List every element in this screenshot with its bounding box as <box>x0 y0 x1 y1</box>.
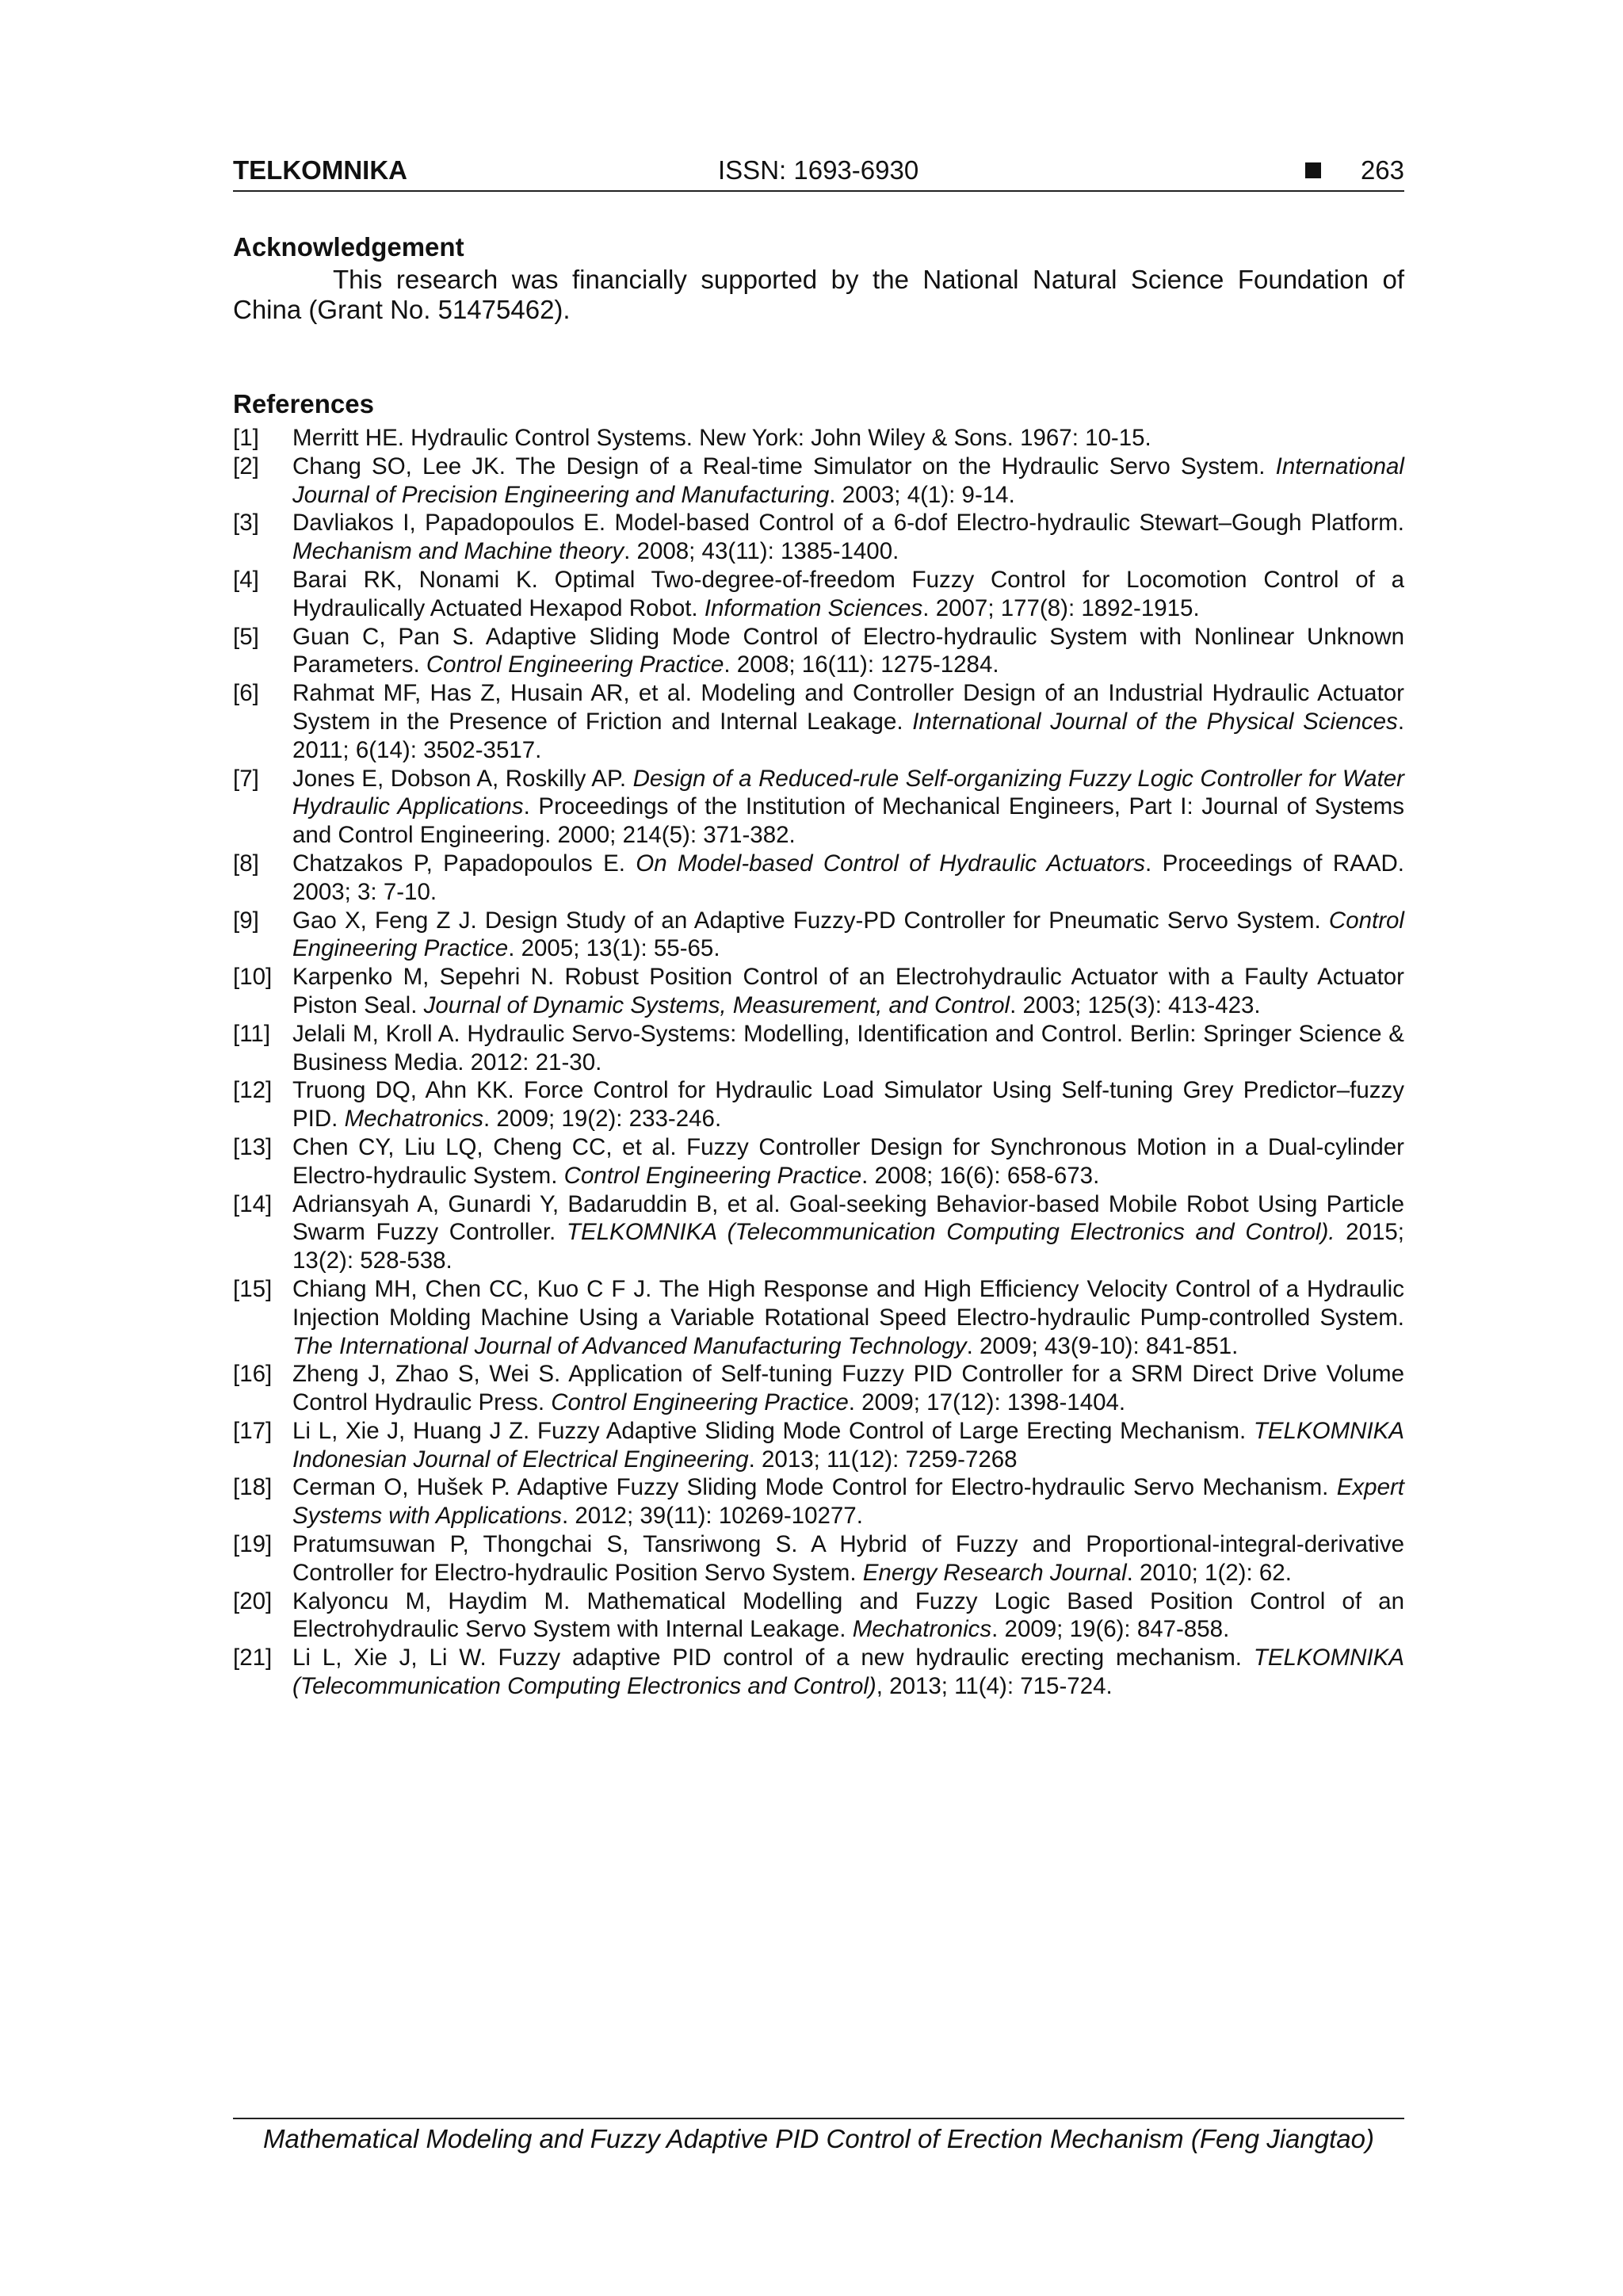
reference-details: . 2009; 19(6): 847-858. <box>991 1616 1230 1643</box>
reference-authors: Guan C, Pan S. Adaptive Sliding Mode Control of Electro-hydraulic System with Nonlinear Unknown Parameters. <box>292 623 1404 678</box>
reference-details: . Proceedings of the Institution of Mechanical Engineers, Part I: Journal of Systems and Control Engineering. 2000; 214(5): 371-382. <box>292 793 1404 849</box>
reference-item <box>233 1360 1404 1417</box>
reference-number: [18] <box>233 1474 273 1501</box>
reference-item <box>233 1530 1404 1587</box>
reference-authors: Jelali M, Kroll A. Hydraulic Servo-Systems: Modelling, Identification and Control. Berlin: Springer Science & Business Media. 2012: 21-30. <box>292 1020 1404 1075</box>
reference-source: The International Journal of Advanced Manufacturing Technology <box>292 1332 967 1359</box>
reference-item <box>233 453 1404 510</box>
reference-authors: Chang SO, Lee JK. The Design of a Real-time Simulator on the Hydraulic Servo System. <box>292 453 1276 479</box>
reference-source: TELKOMNIKA (Telecommunication Computing Electronics and Control). <box>566 1219 1335 1246</box>
reference-source: TELKOMNIKA (Telecommunication Computing Electronics and Control) <box>292 1645 1404 1700</box>
reference-number: [7] <box>233 765 259 792</box>
page-header <box>233 155 1404 192</box>
reference-authors: Truong DQ, Ahn KK. Force Control for Hydraulic Load Simulator Using Self-tuning Grey Predictor–fuzzy PID. <box>292 1077 1404 1133</box>
reference-number: [6] <box>233 680 259 707</box>
reference-number: [4] <box>233 566 259 593</box>
reference-authors: Zheng J, Zhao S, Wei S. Application of Self-tuning Fuzzy PID Controller for a SRM Direct Drive Volume Control Hydraulic Press. <box>292 1361 1404 1416</box>
reference-details: . 2009; 43(9-10): 841-851. <box>966 1332 1239 1359</box>
reference-details: . 2009; 17(12): 1398-1404. <box>848 1389 1126 1416</box>
reference-item <box>233 1473 1404 1530</box>
reference-number: [1] <box>233 425 259 451</box>
issn: ISSN: 1693-6930 <box>718 155 919 185</box>
reference-item <box>233 1190 1404 1275</box>
reference-number: [21] <box>233 1645 273 1671</box>
reference-number: [10] <box>233 964 273 991</box>
reference-authors: Barai RK, Nonami K. Optimal Two-degree-of-freedom Fuzzy Control for Locomotion Control of a Hydraulically Actuated Hexapod Robot. <box>292 566 1404 621</box>
reference-details: . 2007; 177(8): 1892-1915. <box>922 594 1200 621</box>
reference-item <box>233 907 1404 964</box>
reference-number: [19] <box>233 1531 273 1558</box>
reference-details: . 2003; 125(3): 413-423. <box>1010 991 1261 1018</box>
reference-authors: Merritt HE. Hydraulic Control Systems. New York: John Wiley & Sons. 1967: 10-15. <box>292 425 1151 451</box>
reference-authors: Chen CY, Liu LQ, Cheng CC, et al. Fuzzy Controller Design for Synchronous Motion in a Dual-cylinder Electro-hydraulic System. <box>292 1133 1404 1189</box>
reference-item <box>233 679 1404 764</box>
reference-item <box>233 424 1404 453</box>
reference-number: [14] <box>233 1190 273 1217</box>
page-number: 263 <box>1360 155 1404 185</box>
acknowledgement-text: This research was financially supported by the National Natural Science Foundation of China (Grant No. 51475462). <box>233 265 1404 324</box>
reference-source: Mechatronics <box>852 1616 992 1643</box>
reference-number: [16] <box>233 1361 273 1388</box>
reference-item <box>233 963 1404 1020</box>
reference-details: 2015; 13(2): 528-538. <box>292 1219 1404 1274</box>
reference-item <box>233 850 1404 907</box>
reference-details: . 2013; 11(12): 7259-7268 <box>748 1446 1018 1473</box>
reference-details: . 2008; 16(6): 658-673. <box>861 1162 1100 1189</box>
reference-source: Journal of Dynamic Systems, Measurement, and Control <box>423 991 1010 1018</box>
reference-number: [11] <box>233 1020 271 1047</box>
reference-source: Energy Research Journal <box>862 1559 1127 1586</box>
reference-number: [20] <box>233 1587 273 1614</box>
page-footer: Mathematical Modeling and Fuzzy Adaptive PID Control of Erection Mechanism (Feng Jiangtao) <box>233 2118 1404 2154</box>
reference-item <box>233 1020 1404 1077</box>
reference-item <box>233 1076 1404 1133</box>
reference-source: Expert Systems with Applications <box>292 1474 1404 1530</box>
reference-item <box>233 1417 1404 1474</box>
reference-source: International Journal of Precision Engineering and Manufacturing <box>292 453 1404 508</box>
reference-source: Control Engineering Practice <box>563 1162 862 1189</box>
reference-number: [15] <box>233 1275 273 1302</box>
reference-source: Control Engineering Practice <box>292 907 1404 962</box>
reference-item <box>233 1587 1404 1645</box>
reference-number: [13] <box>233 1133 273 1160</box>
reference-item <box>233 509 1404 566</box>
reference-details: . 2011; 6(14): 3502-3517. <box>292 708 1405 763</box>
reference-authors: Li L, Xie J, Li W. Fuzzy adaptive PID control of a new hydraulic erecting mechanism. <box>292 1645 1254 1671</box>
reference-number: [5] <box>233 623 259 650</box>
reference-details: . Proceedings of RAAD. 2003; 3: 7-10. <box>292 850 1404 905</box>
reference-details: . 2012; 39(11): 10269-10277. <box>561 1503 863 1530</box>
reference-authors: Jones E, Dobson A, Roskilly AP. <box>292 765 633 792</box>
reference-list <box>233 424 1404 1701</box>
reference-details: . 2008; 16(11): 1275-1284. <box>724 651 999 678</box>
reference-title-italic: On Model-based Control of Hydraulic Actuators <box>636 850 1146 877</box>
reference-details: . 2010; 1(2): 62. <box>1126 1559 1292 1586</box>
reference-details: , 2013; 11(4): 715-724. <box>876 1673 1113 1700</box>
reference-authors: Gao X, Feng Z J. Design Study of an Adaptive Fuzzy-PD Controller for Pneumatic Servo System. <box>292 907 1329 934</box>
reference-source: Information Sciences <box>704 594 923 621</box>
reference-authors: Rahmat MF, Has Z, Husain AR, et al. Modeling and Controller Design of an Industrial Hydraulic Actuator System in the Presence of Friction and Internal Leakage. <box>292 680 1404 735</box>
reference-details: . 2003; 4(1): 9-14. <box>829 481 1015 508</box>
reference-item <box>233 566 1404 623</box>
reference-number: [2] <box>233 453 259 479</box>
reference-authors: Kalyoncu M, Haydim M. Mathematical Modelling and Fuzzy Logic Based Position Control of an Electrohydraulic Servo System with Internal Leakage. <box>292 1587 1404 1643</box>
reference-authors: Davliakos I, Papadopoulos E. Model-based Control of a 6-dof Electro-hydraulic Stewart–Gough Platform. <box>292 510 1404 537</box>
reference-number: [9] <box>233 907 259 934</box>
reference-item <box>233 1275 1404 1360</box>
reference-item <box>233 1644 1404 1701</box>
reference-number: [12] <box>233 1077 273 1104</box>
reference-source: Control Engineering Practice <box>551 1389 849 1416</box>
reference-number: [3] <box>233 510 259 537</box>
reference-authors: Pratumsuwan P, Thongchai S, Tansriwong S. A Hybrid of Fuzzy and Proportional-integral-derivative Controller for Electro-hydraulic Position Servo System. <box>292 1531 1404 1586</box>
reference-authors: Li L, Xie J, Huang J Z. Fuzzy Adaptive Sliding Mode Control of Large Erecting Mechanism. <box>292 1417 1254 1444</box>
reference-item <box>233 1133 1404 1190</box>
reference-authors: Cerman O, Hušek P. Adaptive Fuzzy Sliding Mode Control for Electro-hydraulic Servo Mechanism. <box>292 1474 1337 1501</box>
reference-item <box>233 765 1404 850</box>
square-bullet-icon <box>1305 162 1321 178</box>
reference-authors: Chiang MH, Chen CC, Kuo C F J. The High Response and High Efficiency Velocity Control of a Hydraulic Injection Molding Machine Using a Variable Rotational Speed Electro-hydraulic Pump-controlled System. <box>292 1275 1404 1331</box>
reference-item <box>233 623 1404 680</box>
reference-details: . 2008; 43(11): 1385-1400. <box>624 538 899 565</box>
reference-source: TELKOMNIKA Indonesian Journal of Electrical Engineering <box>292 1417 1404 1473</box>
reference-authors: Adriansyah A, Gunardi Y, Badaruddin B, et al. Goal-seeking Behavior-based Mobile Robot Using Particle Swarm Fuzzy Controller. <box>292 1190 1404 1246</box>
reference-authors: Karpenko M, Sepehri N. Robust Position Control of an Electrohydraulic Actuator with a Faulty Actuator Piston Seal. <box>292 964 1404 1018</box>
reference-number: [17] <box>233 1417 273 1444</box>
reference-source: Mechatronics <box>344 1106 484 1133</box>
journal-name: TELKOMNIKA <box>233 155 407 185</box>
reference-source: International Journal of the Physical Sciences <box>912 708 1398 735</box>
reference-source: Mechanism and Machine theory <box>292 538 624 565</box>
reference-number: [8] <box>233 850 259 877</box>
reference-title-italic: Design of a Reduced-rule Self-organizing Fuzzy Logic Controller for Water Hydraulic Applications <box>292 765 1404 820</box>
acknowledgement-heading: Acknowledgement <box>233 232 464 262</box>
reference-source: Control Engineering Practice <box>426 651 724 678</box>
references-heading: References <box>233 389 374 418</box>
reference-details: . 2009; 19(2): 233-246. <box>483 1106 722 1133</box>
reference-authors: Chatzakos P, Papadopoulos E. <box>292 850 636 877</box>
reference-details: . 2005; 13(1): 55-65. <box>508 935 720 962</box>
